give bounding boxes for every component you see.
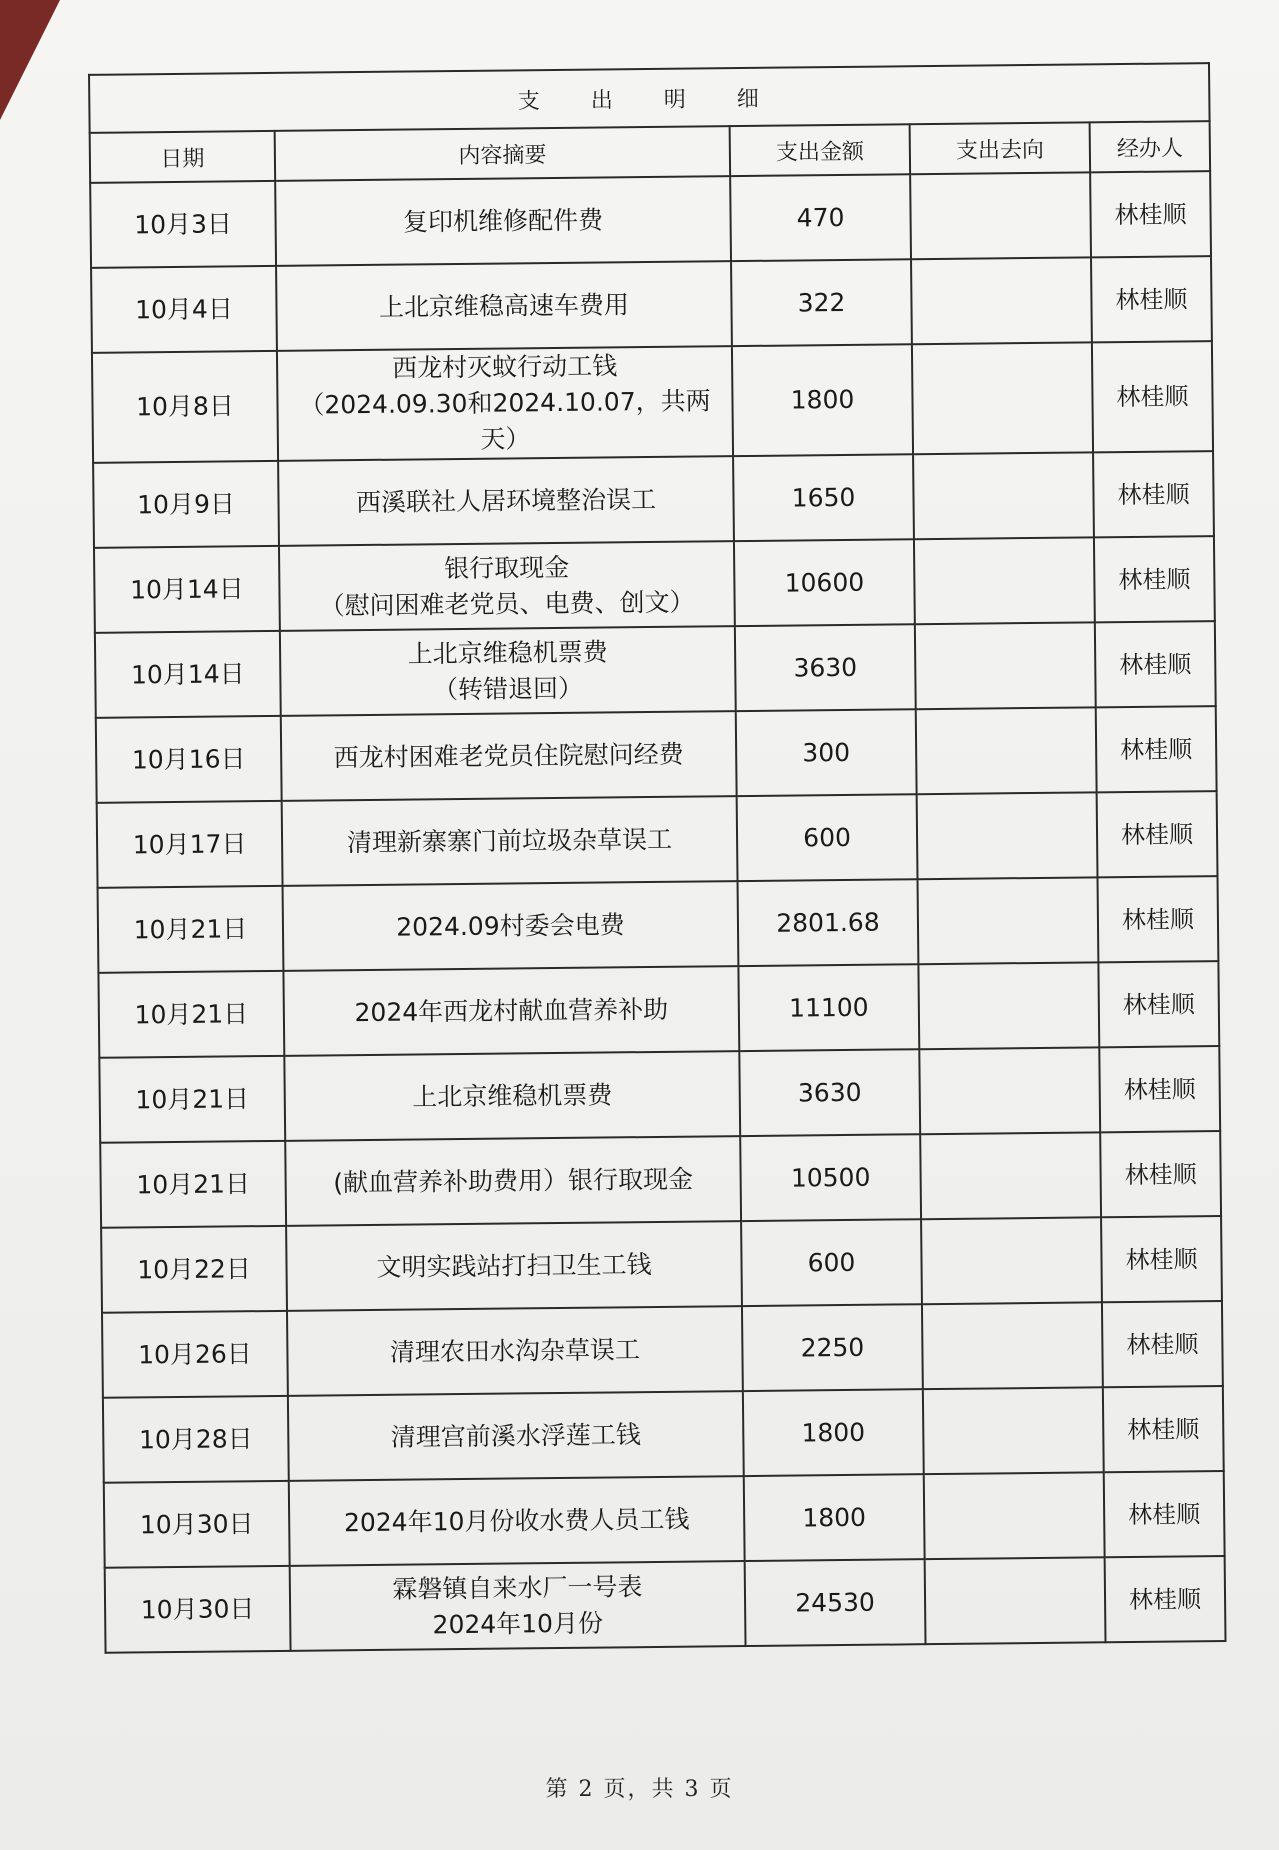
cell-destination [917, 792, 1098, 879]
cell-date: 10月21日 [98, 971, 284, 1058]
table-row [102, 1301, 1223, 1398]
cell-amount: 10600 [734, 539, 915, 626]
cell-destination [911, 257, 1092, 344]
summary-line: 银行取现金 [444, 552, 570, 583]
cell-summary [278, 456, 734, 546]
cell-handler: 林桂顺 [1094, 536, 1215, 622]
summary-line: 上北京维稳机票费 [412, 1079, 613, 1112]
summary-line: 文明实践站打扫卫生工钱 [376, 1249, 652, 1282]
cell-date: 10月14日 [95, 631, 281, 718]
ledger-table-wrapper [88, 62, 1225, 1734]
summary-line: (献血营养补助费用）银行取现金 [333, 1164, 694, 1197]
summary-line: 清理农田水沟杂草误工 [389, 1334, 641, 1367]
summary-line: 西龙村困难老党员住院慰问经费 [333, 739, 684, 772]
cell-summary [290, 1561, 746, 1651]
cell-handler: 林桂顺 [1092, 341, 1213, 452]
cell-destination [912, 342, 1093, 454]
cell-destination [918, 877, 1099, 964]
cell-summary [281, 711, 737, 801]
cell-destination [921, 1217, 1102, 1304]
cell-date: 10月21日 [99, 1056, 285, 1143]
cell-destination [925, 1557, 1106, 1644]
cell-amount: 10500 [740, 1134, 921, 1221]
cell-handler: 林桂顺 [1091, 256, 1212, 342]
cell-date: 10月16日 [96, 716, 282, 803]
table-row [103, 1386, 1224, 1483]
summary-line: 2024年10月份收水费人员工钱 [343, 1504, 690, 1537]
cell-summary [280, 626, 736, 716]
cell-amount: 470 [730, 174, 911, 261]
header-amount: 支出金额 [730, 124, 911, 176]
header-summary: 内容摘要 [275, 126, 730, 181]
cell-handler: 林桂顺 [1100, 1131, 1221, 1217]
cell-amount: 1800 [743, 1389, 924, 1476]
table-row [94, 536, 1215, 633]
cell-amount: 3630 [735, 624, 916, 711]
cell-amount: 600 [741, 1219, 922, 1306]
summary-line: （转错退回） [432, 673, 584, 704]
cell-handler: 林桂顺 [1102, 1301, 1223, 1387]
table-row [92, 341, 1213, 463]
cell-destination [924, 1472, 1105, 1559]
cell-summary [279, 541, 735, 631]
cell-date: 10月28日 [103, 1396, 289, 1483]
cell-amount: 300 [736, 709, 917, 796]
cell-date: 10月8日 [92, 351, 278, 463]
cell-amount: 2250 [742, 1304, 923, 1391]
cell-amount: 1800 [732, 344, 913, 456]
table-row [95, 621, 1216, 718]
cell-handler: 林桂顺 [1093, 451, 1214, 537]
cell-summary [284, 1051, 740, 1141]
header-date: 日期 [90, 131, 276, 183]
cell-summary [285, 1136, 741, 1226]
cell-summary [277, 346, 733, 461]
cell-summary [283, 966, 739, 1056]
cell-handler: 林桂顺 [1097, 791, 1218, 877]
summary-line: 2024.09村委会电费 [396, 909, 625, 942]
table-row [93, 451, 1214, 548]
cell-destination [915, 622, 1096, 709]
cell-destination [913, 452, 1094, 539]
summary-line: （慰问困难老党员、电费、创文） [319, 587, 695, 620]
cell-handler: 林桂顺 [1098, 961, 1219, 1047]
cell-date: 10月21日 [100, 1141, 286, 1228]
table-title: 支 出 明 细 [89, 63, 1210, 133]
table-row [96, 706, 1217, 803]
cell-handler: 林桂顺 [1090, 171, 1211, 257]
summary-line: （2024.09.30和2024.10.07，共两天） [299, 386, 711, 454]
cell-handler: 林桂顺 [1095, 621, 1216, 707]
page-footer: 第 2 页，共 3 页 [545, 1777, 734, 1802]
cell-summary [287, 1306, 743, 1396]
cell-destination [919, 1047, 1100, 1134]
cell-handler: 林桂顺 [1103, 1386, 1224, 1472]
cell-destination [920, 1132, 1101, 1219]
cell-date: 10月14日 [94, 546, 280, 633]
header-handler: 经办人 [1090, 121, 1211, 172]
summary-line: 清理新寨寨门前垃圾杂草误工 [346, 824, 673, 857]
summary-line: 复印机维修配件费 [402, 204, 604, 237]
cell-date: 10月26日 [102, 1311, 288, 1398]
cell-destination [922, 1302, 1103, 1389]
table-row [105, 1556, 1226, 1653]
cell-summary [283, 881, 739, 971]
expense-ledger-table [88, 62, 1226, 1654]
table-row [100, 1131, 1221, 1228]
summary-line: 清理宫前溪水浮莲工钱 [390, 1419, 641, 1452]
table-body [90, 171, 1225, 1653]
cell-summary [275, 176, 731, 266]
cell-amount: 24530 [745, 1559, 926, 1646]
cell-amount: 2801.68 [738, 879, 919, 966]
cell-handler: 林桂顺 [1105, 1556, 1226, 1642]
cell-amount: 1650 [733, 454, 914, 541]
table-row [91, 256, 1212, 353]
cell-date: 10月30日 [104, 1481, 290, 1568]
cell-date: 10月22日 [101, 1226, 287, 1313]
table-row [104, 1471, 1225, 1568]
cell-destination [916, 707, 1097, 794]
cell-date: 10月17日 [97, 801, 283, 888]
cell-date: 10月21日 [98, 886, 284, 973]
table-row [99, 1046, 1220, 1143]
cell-destination [914, 537, 1095, 624]
cell-summary [289, 1476, 745, 1566]
cell-amount: 1800 [744, 1474, 925, 1561]
table-row [98, 876, 1219, 973]
summary-line: 2024年西龙村献血营养补助 [354, 994, 669, 1027]
table-row [101, 1216, 1222, 1313]
cell-amount: 3630 [739, 1049, 920, 1136]
summary-line: 上北京维稳机票费 [407, 636, 608, 669]
cell-amount: 322 [731, 259, 912, 346]
summary-line: 上北京维稳高速车费用 [378, 289, 630, 322]
cell-destination [910, 172, 1091, 259]
table-row [98, 961, 1219, 1058]
cell-handler: 林桂顺 [1104, 1471, 1225, 1557]
cell-date: 10月30日 [105, 1566, 291, 1653]
cell-handler: 林桂顺 [1101, 1216, 1222, 1302]
cell-summary [276, 261, 732, 351]
cell-handler: 林桂顺 [1099, 1046, 1220, 1132]
cell-amount: 11100 [738, 964, 919, 1051]
summary-line: 西龙村灭蚊行动工钱 [391, 351, 618, 383]
table-row [97, 791, 1218, 888]
cell-summary [288, 1391, 744, 1481]
cell-summary [286, 1221, 742, 1311]
table-row [90, 171, 1211, 268]
cell-date: 10月9日 [93, 461, 279, 548]
cell-handler: 林桂顺 [1097, 876, 1218, 962]
cell-summary [282, 796, 738, 886]
cell-date: 10月3日 [90, 181, 276, 268]
cell-destination [923, 1387, 1104, 1474]
cell-date: 10月4日 [91, 266, 277, 353]
cell-amount: 600 [737, 794, 918, 881]
summary-line: 霖磐镇自来水厂一号表 [392, 1571, 643, 1604]
header-destination: 支出去向 [910, 122, 1091, 174]
cell-destination [918, 962, 1099, 1049]
summary-line: 2024年10月份 [432, 1608, 604, 1639]
cell-handler: 林桂顺 [1096, 706, 1217, 792]
summary-line: 西溪联社人居环境整治误工 [355, 484, 657, 517]
